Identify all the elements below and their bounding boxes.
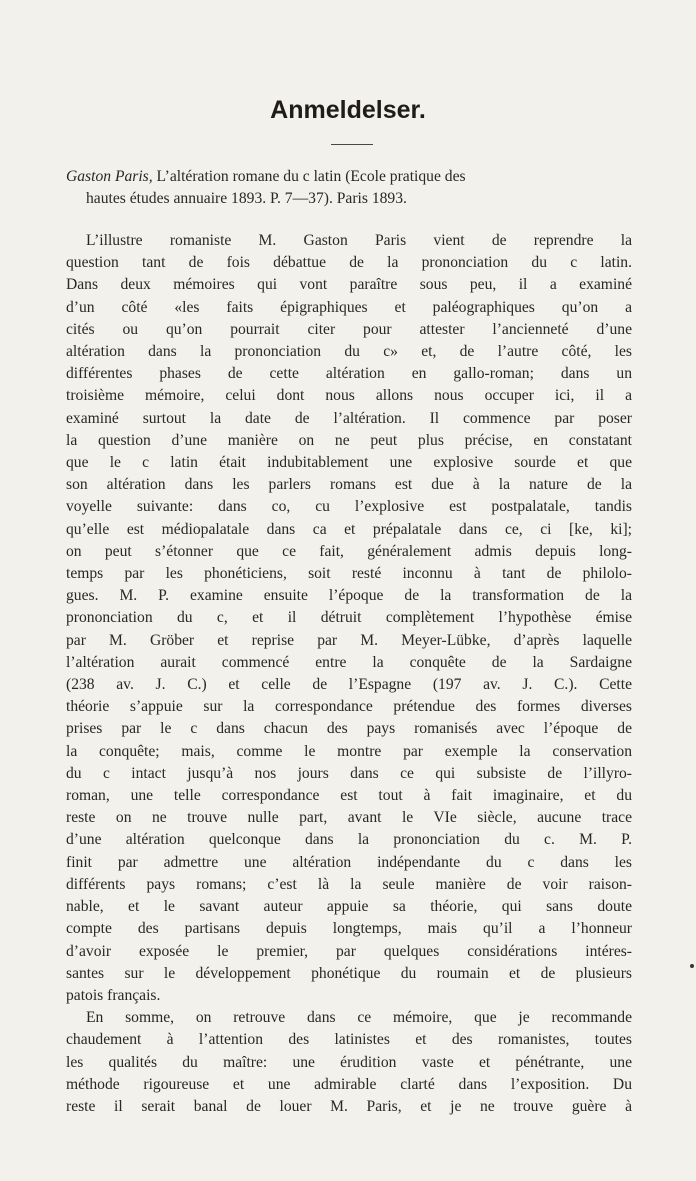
text-line: examiné surtout la date de l’altération. Il commence par poser [66,409,632,427]
text-line: nable, et le savant auteur appuie sa théorie, qui sans doute [66,898,632,916]
text-line: d’avoir exposée le premier, par quelques considérations intéres- [66,942,632,960]
reference-title: L’altération romane du c latin (Ecole pratique des [152,168,466,185]
reference-author: Gaston Paris, [66,168,153,185]
text-line: méthode rigoureuse et une admirable clarté dans l’exposition. Du [66,1075,632,1093]
text-line: prises par le c dans chacun des pays romanisés avec l’époque de [66,720,632,738]
text-line: Dans deux mémoires qui vont paraître sous peu, il a examiné [66,276,632,294]
text-line: on peut s’étonner que ce fait, généralement admis depuis long- [66,542,632,560]
paragraph-2 [66,1007,632,1118]
text-line: par M. Gröber et reprise par M. Meyer-Lübke, d’après laquelle [66,631,632,649]
text-line: reste on ne trouve nulle part, avant le VIe siècle, aucune trace [66,809,632,827]
text-line: son altération dans les parlers romans est due à la nature de la [66,476,632,494]
text-line: différents pays romans; c’est là la seule manière de voir raison- [66,875,632,893]
text-line: roman, une telle correspondance est tout à fait imaginaire, et du [66,787,632,805]
text-line: voyelle suivante: dans co, cu l’explosive est postpalatale, tandis [66,498,632,516]
bibliographic-reference [66,166,632,210]
text-line: l’altération aurait commencé entre la conquête de la Sardaigne [66,653,632,671]
text-line: temps par les phonéticiens, soit resté inconnu à tant de philolo- [66,565,632,583]
text-line: théorie s’appuie sur la correspondance prétendue des formes diverses [66,698,632,716]
page-title: Anmeldelser. [270,96,426,124]
text-line: d’un côté «les faits épigraphiques et paléographiques qu’on a [66,298,632,316]
text-line: prononciation du c, et il détruit complètement l’hypothèse émise [66,609,632,627]
text-line: reste il serait banal de louer M. Paris, et je ne trouve guère à [66,1097,632,1115]
text-line: différentes phases de cette altération en gallo-roman; dans un [66,365,632,383]
margin-mark [690,964,694,968]
text-line: (238 av. J. C.) et celle de l’Espagne (197 av. J. C.). Cette [66,676,632,694]
text-line: finit par admettre une altération indépendante du c dans les [66,853,632,871]
text-line: altération dans la prononciation du c» et, de l’autre côté, les [66,343,632,361]
text-line: question tant de fois débattue de la prononciation du c latin. [66,254,632,272]
review-text [66,230,632,1118]
text-line: que le c latin était indubitablement une explosive sourde et que [66,454,632,472]
text-line: la question d’une manière on ne peut plus précise, en constatant [66,431,632,449]
text-line: du c intact jusqu’à nos jours dans ce qui subsiste de l’illyro- [66,764,632,782]
text-line: qu’elle est médiopalatale dans ca et prépalatale dans ce, ci [ke, ki]; [66,520,632,538]
text-line: compte des partisans depuis longtemps, mais qu’il a l’honneur [66,920,632,938]
title-divider [331,144,373,145]
text-line: En somme, on retrouve dans ce mémoire, que je recommande [86,1009,632,1027]
text-line: chaudement à l’attention des latinistes et des romanistes, toutes [66,1031,632,1049]
text-line: troisième mémoire, celui dont nous allons nous occuper ici, il a [66,387,632,405]
text-line: santes sur le développement phonétique du roumain et de plusieurs [66,964,632,982]
text-line: patois français. [66,986,161,1004]
text-line: cités ou qu’on pourrait citer pour attester l’ancienneté d’une [66,320,632,338]
paragraph-1 [66,230,632,1007]
text-line: la conquête; mais, comme le montre par exemple la conservation [66,742,632,760]
text-line: les qualités du maître: une érudition vaste et pénétrante, une [66,1053,632,1071]
reference-line-1 [66,166,632,188]
text-line: L’illustre romaniste M. Gaston Paris vient de reprendre la [86,232,632,249]
text-line: d’une altération quelconque dans la prononciation du c. M. P. [66,831,632,849]
reference-line-2: hautes études annuaire 1893. P. 7—37). Paris 1893. [86,190,407,207]
text-line: gues. M. P. examine ensuite l’époque de la transformation de la [66,587,632,605]
